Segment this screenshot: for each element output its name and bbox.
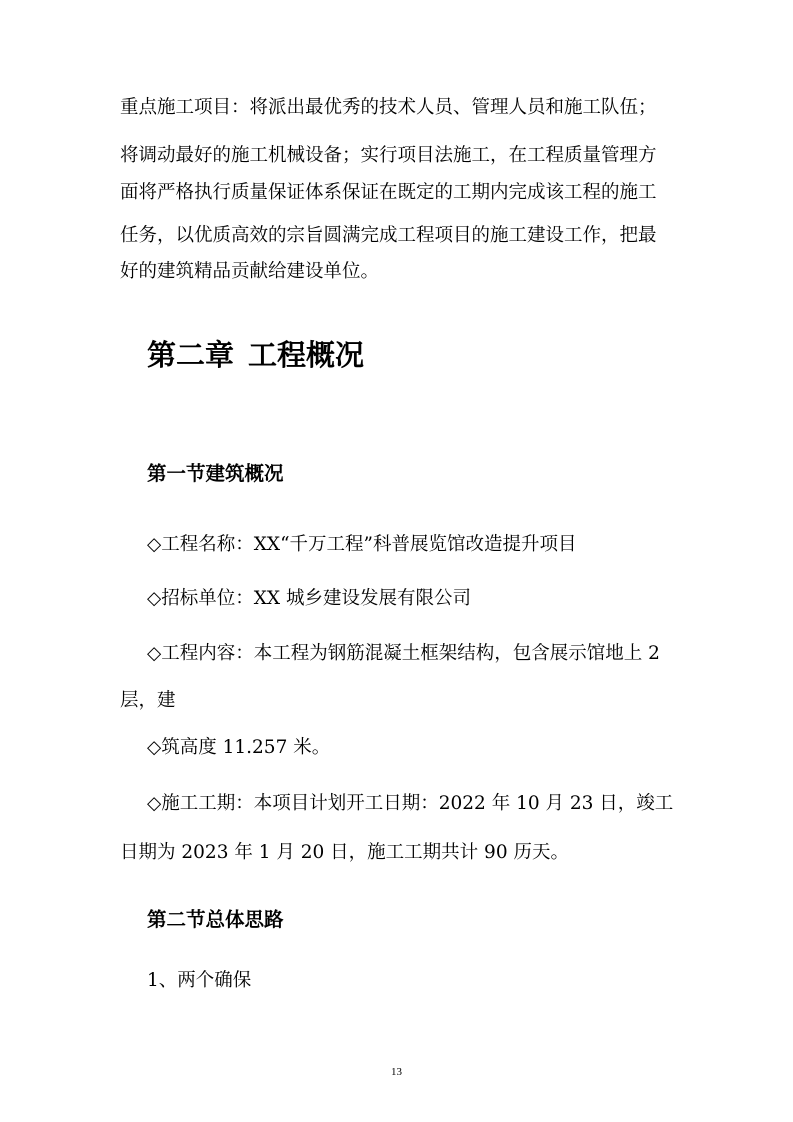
two-guarantees-item: 1、两个确保 xyxy=(147,970,252,991)
project-name-item: ◇工程名称：XX“千万工程”科普展览馆改造提升项目 xyxy=(147,534,577,555)
construction-period-continuation: 日期为 2023 年 1 月 20 日，施工工期共计 90 历天。 xyxy=(120,842,569,863)
project-content-continuation: 层，建 xyxy=(120,690,176,711)
intro-line-1: 重点施工项目：将派出最优秀的技术人员、管理人员和施工队伍； xyxy=(120,97,657,118)
chapter-number: 第二章 xyxy=(147,338,235,372)
section-2-heading: 第二节总体思路 xyxy=(147,908,284,931)
chapter-title: 工程概况 xyxy=(248,338,365,372)
project-content-item: ◇工程内容：本工程为钢筋混凝土框架结构，包含展示馆地上 2 xyxy=(147,643,660,664)
page-number: 13 xyxy=(391,1066,402,1078)
intro-line-4: 任务，以优质高效的宗旨圆满完成工程项目的施工建设工作，把最 xyxy=(120,225,657,246)
construction-period-item: ◇施工工期：本项目计划开工日期：2022 年 10 月 23 日，竣工 xyxy=(147,793,674,814)
intro-line-3: 面将严格执行质量保证体系保证在既定的工期内完成该工程的施工 xyxy=(120,182,657,203)
intro-line-5: 好的建筑精品贡献给建设单位。 xyxy=(120,261,380,282)
chapter-heading xyxy=(147,333,364,374)
tender-unit-item: ◇招标单位：XX 城乡建设发展有限公司 xyxy=(147,588,471,609)
section-1-heading: 第一节建筑概况 xyxy=(147,462,284,485)
building-height-item: ◇筑高度 11.257 米。 xyxy=(147,737,331,758)
intro-line-2: 将调动最好的施工机械设备；实行项目法施工，在工程质量管理方 xyxy=(120,145,657,166)
